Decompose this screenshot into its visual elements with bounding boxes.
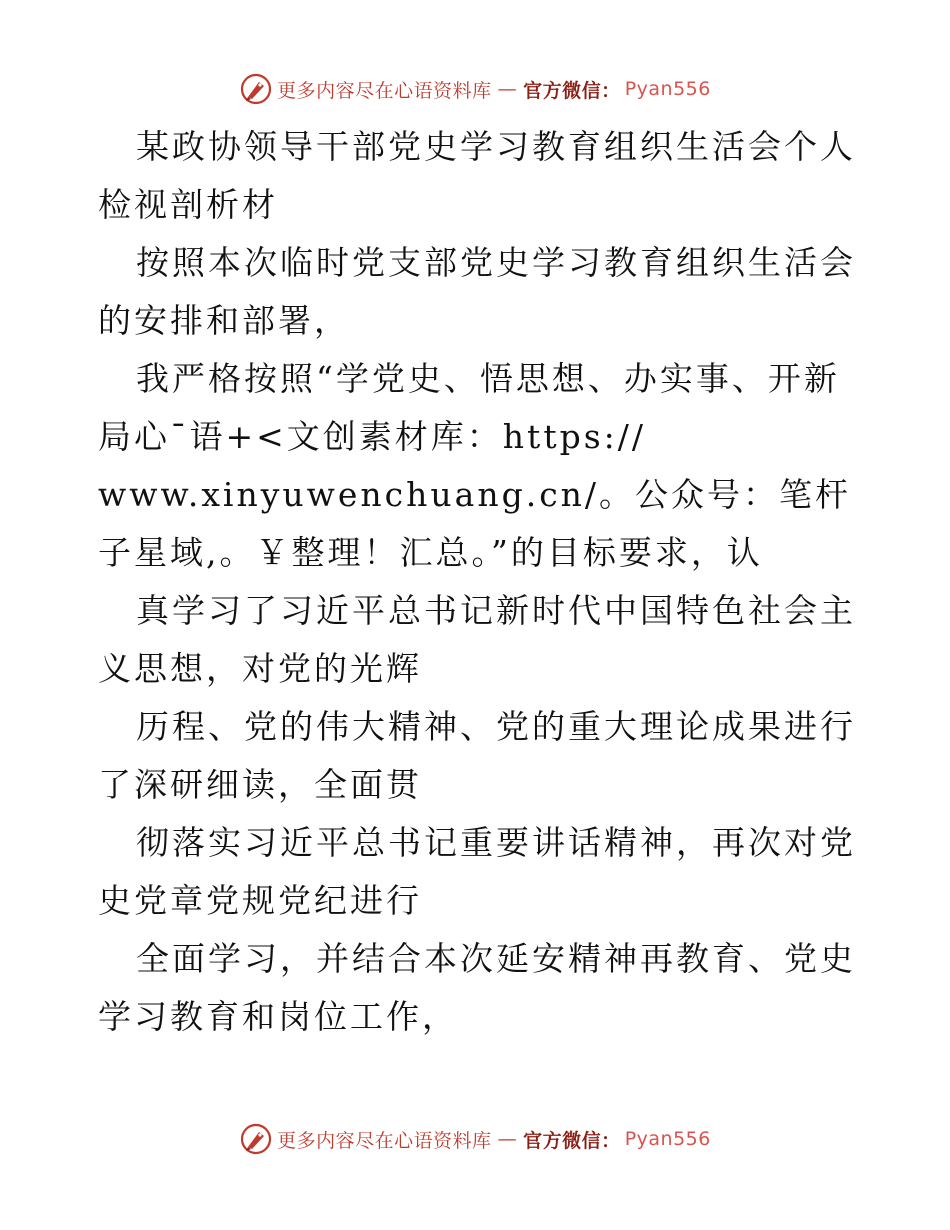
header-banner [0,72,950,106]
pen-nib-logo-icon [239,72,273,106]
paragraph: 按照本次临时党支部党史学习教育组织生活会的安排和部署， [98,243,856,340]
banner-main-text: 更多内容尽在心语资料库 [277,79,492,102]
banner-separator: — [497,78,518,100]
paragraph: 我严格按照“学党史、悟思想、办实事、开新局心¯语+<文创素材库：https:// [98,359,840,456]
footer-banner [0,1122,950,1156]
paragraph: www.xinyuwenchuang.cn/。公众号：笔杆子星域,。￥整理！汇总。”的目标要求，认 [98,475,852,572]
banner-official-label: 官方微信： [523,79,621,102]
paragraph-title: 某政协领导干部党史学习教育组织生活会个人检视剖析材 [98,127,856,224]
pen-nib-logo-icon [239,1122,273,1156]
banner-main-text: 更多内容尽在心语资料库 [277,1129,492,1152]
paragraph: 彻落实习近平总书记重要讲话精神，再次对党史党章党规党纪进行 [98,823,856,920]
banner-wechat-id: Pyan556 [624,1128,711,1150]
document-body [98,118,858,1046]
paragraph: 历程、党的伟大精神、党的重大理论成果进行了深研细读，全面贯 [98,707,856,804]
banner-separator: — [497,1128,518,1150]
banner-official-label: 官方微信： [523,1129,621,1152]
paragraph: 真学习了习近平总书记新时代中国特色社会主义思想，对党的光辉 [98,591,856,688]
banner-wechat-id: Pyan556 [624,78,711,100]
paragraph: 全面学习，并结合本次延安精神再教育、党史学习教育和岗位工作， [98,939,856,1036]
